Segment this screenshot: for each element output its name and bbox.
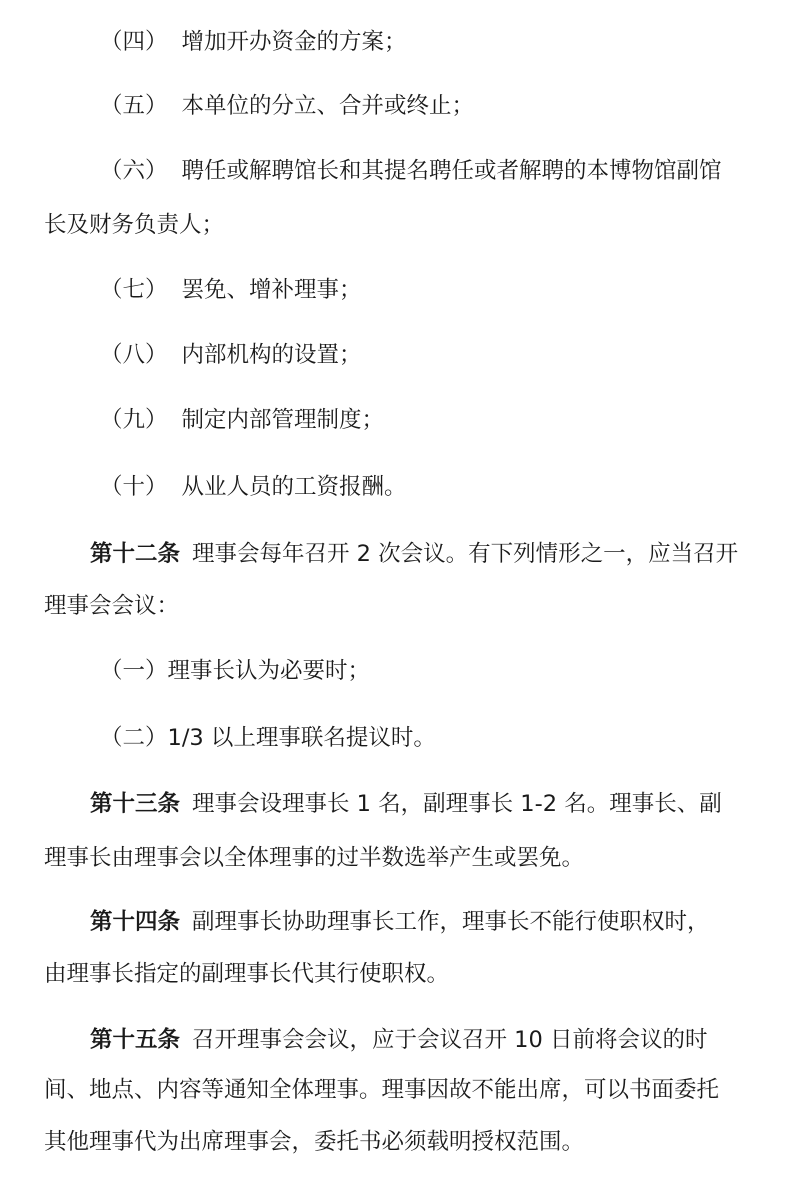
item-text: 长及财务负责人； <box>44 212 225 238</box>
item-text: 内部机构的设置； <box>181 342 362 368</box>
item-marker: （二） <box>100 725 168 751</box>
list-item <box>100 467 407 507</box>
item-marker: （十） <box>100 474 168 500</box>
article-13-line-2 <box>44 838 584 878</box>
list-item <box>100 86 474 126</box>
article-15-line-1 <box>90 1020 707 1060</box>
list-item <box>100 151 722 191</box>
item-marker: （七） <box>100 277 168 303</box>
item-marker: （六） <box>100 158 168 184</box>
item-text: 罢免、增补理事； <box>181 277 362 303</box>
article-12-title: 第十二条 <box>90 541 181 567</box>
article-14-line-2 <box>44 954 449 994</box>
item-marker: （九） <box>100 407 168 433</box>
article-12-text-cont: 理事会会议： <box>44 593 180 619</box>
article-13-title: 第十三条 <box>90 791 181 817</box>
article-14-text-cont: 由理事长指定的副理事长代其行使职权。 <box>44 961 450 987</box>
list-item <box>100 718 436 758</box>
article-13-text-cont: 理事长由理事会以全体理事的过半数选举产生或罢免。 <box>44 845 585 871</box>
article-12-text: 理事会每年召开 2 次会议。有下列情形之一，应当召开 <box>192 541 739 567</box>
article-12-line-1 <box>90 534 738 574</box>
item-text: 本单位的分立、合并或终止； <box>181 93 475 119</box>
list-item <box>100 270 362 310</box>
item-marker: （五） <box>100 93 168 119</box>
item-marker: （四） <box>100 29 168 55</box>
article-15-line-2 <box>44 1070 719 1110</box>
list-item <box>100 400 384 440</box>
list-item <box>100 22 407 62</box>
article-15-title: 第十五条 <box>90 1027 181 1053</box>
list-item <box>100 651 370 691</box>
article-15-text-cont: 间、地点、内容等通知全体理事。理事因故不能出席，可以书面委托 <box>44 1077 720 1103</box>
article-14-title: 第十四条 <box>90 909 181 935</box>
item-marker: （一） <box>100 658 168 684</box>
article-13-text: 理事会设理事长 1 名，副理事长 1-2 名。理事长、副 <box>192 791 722 817</box>
item-text: 制定内部管理制度； <box>181 407 385 433</box>
item-text: 理事长认为必要时； <box>167 658 371 684</box>
article-12-line-2 <box>44 586 179 626</box>
article-14-line-1 <box>90 902 710 942</box>
article-15-text-cont: 其他理事代为出席理事会，委托书必须载明授权范围。 <box>44 1129 585 1155</box>
article-15-text: 召开理事会会议，应于会议召开 10 日前将会议的时 <box>192 1027 708 1053</box>
item-text: 从业人员的工资报酬。 <box>181 474 407 500</box>
list-item-continuation <box>44 205 224 245</box>
list-item <box>100 335 362 375</box>
article-15-line-3 <box>44 1122 584 1162</box>
article-14-text: 副理事长协助理事长工作，理事长不能行使职权时， <box>192 909 710 935</box>
article-13-line-1 <box>90 784 722 824</box>
item-marker: （八） <box>100 342 168 368</box>
item-text: 聘任或解聘馆长和其提名聘任或者解聘的本博物馆副馆 <box>181 158 722 184</box>
item-text: 1/3 以上理事联名提议时。 <box>167 725 436 751</box>
item-text: 增加开办资金的方案； <box>181 29 407 55</box>
